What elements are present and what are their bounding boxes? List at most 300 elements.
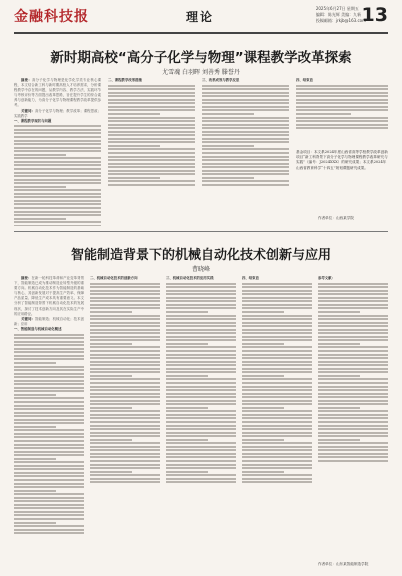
text-line xyxy=(14,143,101,145)
section-heading: 四、结束语 xyxy=(296,78,313,82)
text-line xyxy=(166,435,236,437)
text-line xyxy=(242,414,312,416)
text-line xyxy=(14,408,84,410)
text-line xyxy=(90,364,160,366)
text-line xyxy=(166,375,208,377)
text-line xyxy=(14,514,84,516)
text-line xyxy=(14,412,84,414)
text-line xyxy=(14,518,84,520)
text-line xyxy=(296,109,388,111)
text-line xyxy=(14,419,84,421)
text-line xyxy=(202,95,289,97)
text-line xyxy=(242,293,312,295)
text-line xyxy=(202,173,289,175)
text-line xyxy=(318,357,388,359)
text-line xyxy=(202,141,289,143)
text-line xyxy=(166,478,236,480)
text-line xyxy=(108,131,195,133)
text-line xyxy=(318,446,388,448)
text-line xyxy=(166,283,236,285)
text-line xyxy=(14,348,84,350)
text-line xyxy=(14,479,84,481)
text-line xyxy=(14,380,84,382)
text-line xyxy=(14,532,84,534)
text-line xyxy=(90,471,132,473)
text-line xyxy=(242,474,312,476)
text-line xyxy=(90,400,160,402)
text-line xyxy=(90,307,160,309)
text-line xyxy=(90,382,160,384)
text-line xyxy=(90,396,160,398)
text-line xyxy=(14,225,101,226)
text-line xyxy=(242,478,312,480)
text-line xyxy=(242,371,312,373)
text-line xyxy=(90,350,160,352)
text-line xyxy=(318,329,388,331)
text-line xyxy=(166,357,236,359)
text-line xyxy=(318,389,388,391)
text-line xyxy=(202,156,289,158)
text-line xyxy=(14,397,84,399)
text-line xyxy=(108,159,195,161)
text-line xyxy=(242,449,312,451)
text-line xyxy=(14,504,84,506)
text-line xyxy=(14,341,84,343)
section-heading: 二、课程教学改革措施 xyxy=(108,78,142,82)
text-line xyxy=(14,394,56,396)
text-line xyxy=(202,131,289,133)
text-line xyxy=(166,339,236,341)
text-line xyxy=(14,465,84,467)
text-line xyxy=(318,432,388,434)
article2-column-2 xyxy=(90,276,160,568)
text-line xyxy=(14,522,56,524)
text-line xyxy=(166,389,236,391)
text-line xyxy=(14,433,84,435)
text-line xyxy=(166,368,236,370)
text-line xyxy=(318,375,360,377)
text-line xyxy=(202,124,289,126)
text-line xyxy=(108,113,160,115)
text-line xyxy=(14,147,101,149)
text-line xyxy=(242,332,312,334)
issue-meta xyxy=(316,6,366,24)
text-line xyxy=(242,442,312,444)
text-line xyxy=(202,180,289,182)
text-line xyxy=(242,300,312,302)
article1-column-2 xyxy=(108,78,195,226)
text-line xyxy=(296,124,388,126)
text-line xyxy=(90,371,160,373)
text-line xyxy=(90,456,160,458)
text-line xyxy=(90,300,160,302)
text-line xyxy=(242,400,312,402)
text-line xyxy=(318,318,388,320)
page-number: 13 xyxy=(361,4,388,26)
article2-authors: 曹晓峰 xyxy=(191,266,210,273)
text-line xyxy=(14,193,101,195)
text-line xyxy=(14,125,101,127)
section-heading: 四、结束语 xyxy=(242,276,259,280)
text-line xyxy=(202,99,289,101)
text-line xyxy=(242,315,312,317)
text-line xyxy=(108,85,195,87)
text-line xyxy=(90,368,160,370)
text-line xyxy=(90,464,160,466)
text-line xyxy=(318,300,388,302)
text-line xyxy=(14,200,101,202)
text-line xyxy=(90,435,160,437)
text-line xyxy=(318,449,388,451)
text-line xyxy=(202,163,289,165)
text-line xyxy=(90,410,160,412)
text-line xyxy=(166,364,236,366)
text-line xyxy=(14,383,84,385)
text-line xyxy=(14,458,56,460)
text-line xyxy=(14,351,84,353)
text-line xyxy=(14,358,84,360)
text-line xyxy=(108,117,195,119)
text-line xyxy=(242,428,312,430)
text-line xyxy=(14,211,101,213)
text-line xyxy=(14,182,101,184)
text-line xyxy=(108,156,195,158)
text-line xyxy=(242,467,312,469)
text-line xyxy=(318,364,388,366)
text-line xyxy=(202,117,289,119)
text-line xyxy=(90,293,160,295)
section-title: 理论 xyxy=(186,10,215,24)
text-line xyxy=(90,432,160,434)
text-line xyxy=(166,304,236,306)
text-line xyxy=(108,109,195,111)
text-line xyxy=(14,207,101,209)
text-line xyxy=(14,186,66,188)
text-line xyxy=(166,428,236,430)
text-line xyxy=(166,325,236,327)
text-line xyxy=(242,425,312,427)
text-line xyxy=(202,166,289,168)
text-line xyxy=(166,456,236,458)
header-rule xyxy=(14,32,388,34)
section-heading: 二、机械自动化技术的创新方向 xyxy=(90,276,138,280)
text-line xyxy=(318,311,360,313)
text-line xyxy=(90,386,160,388)
text-line xyxy=(318,307,388,309)
text-line xyxy=(202,127,289,129)
text-line xyxy=(318,346,388,348)
text-line xyxy=(90,286,160,288)
article1-author-unit: 作者单位：山西某学院 xyxy=(318,216,354,220)
text-line xyxy=(202,92,289,94)
text-line xyxy=(242,456,312,458)
text-line xyxy=(14,529,84,531)
text-line xyxy=(166,467,236,469)
text-line xyxy=(14,221,101,223)
text-line xyxy=(242,407,284,409)
text-line xyxy=(14,444,84,446)
article2-column-3 xyxy=(166,276,236,568)
text-line xyxy=(318,382,388,384)
text-line xyxy=(318,456,388,458)
text-line xyxy=(90,467,160,469)
text-line xyxy=(166,371,236,373)
text-line xyxy=(14,344,84,346)
text-line xyxy=(318,439,360,441)
text-line xyxy=(14,461,84,463)
text-line xyxy=(202,177,254,179)
text-line xyxy=(318,368,388,370)
text-line xyxy=(14,472,84,474)
text-line xyxy=(108,170,195,172)
text-line xyxy=(242,435,312,437)
text-line xyxy=(166,410,236,412)
text-line xyxy=(166,300,236,302)
text-line xyxy=(14,405,84,407)
text-line xyxy=(90,389,160,391)
article2-author-unit: 作者单位：山东某智能制造学院 xyxy=(318,562,369,566)
text-line xyxy=(166,393,236,395)
text-line xyxy=(318,403,388,405)
text-line xyxy=(90,449,160,451)
text-line xyxy=(14,483,84,485)
text-line xyxy=(202,85,289,87)
text-line xyxy=(202,120,289,122)
text-line xyxy=(108,106,195,108)
text-line xyxy=(108,95,195,97)
text-line xyxy=(14,362,56,364)
text-line xyxy=(14,451,84,453)
text-line xyxy=(242,297,312,299)
text-line xyxy=(318,297,388,299)
text-line xyxy=(90,304,160,306)
text-line xyxy=(14,214,101,216)
text-line xyxy=(90,414,160,416)
text-line xyxy=(318,361,388,363)
text-line xyxy=(318,417,388,419)
text-line xyxy=(14,175,101,177)
text-line xyxy=(242,464,312,466)
text-line xyxy=(166,460,236,462)
text-line xyxy=(242,357,312,359)
text-line xyxy=(108,99,195,101)
text-line xyxy=(318,378,388,380)
text-line xyxy=(90,332,160,334)
text-line xyxy=(14,426,56,428)
text-line xyxy=(166,361,236,363)
text-line xyxy=(166,343,208,345)
text-line xyxy=(318,343,360,345)
text-line xyxy=(166,336,236,338)
text-line xyxy=(242,339,312,341)
text-line xyxy=(318,322,388,324)
text-line xyxy=(296,106,388,108)
text-line xyxy=(14,369,84,371)
text-line xyxy=(242,403,312,405)
text-line xyxy=(166,315,236,317)
text-line xyxy=(242,439,284,441)
text-line xyxy=(296,117,388,119)
text-line xyxy=(90,375,132,377)
text-line xyxy=(90,428,160,430)
text-line xyxy=(166,400,236,402)
text-line xyxy=(166,293,236,295)
text-line xyxy=(90,346,160,348)
text-line xyxy=(90,478,160,480)
text-line xyxy=(166,382,236,384)
text-line xyxy=(14,154,66,156)
text-line xyxy=(242,343,284,345)
text-line xyxy=(166,453,236,455)
text-line xyxy=(202,109,289,111)
text-line xyxy=(108,177,160,179)
text-line xyxy=(202,152,289,154)
text-line xyxy=(242,375,284,377)
text-line xyxy=(242,471,284,473)
text-line xyxy=(166,449,236,451)
text-line xyxy=(166,471,208,473)
text-line xyxy=(166,474,236,476)
text-line xyxy=(166,286,236,288)
article1-fund-note: 基金项目：本文系2024年度山西省高等学校教学改革创新项目“新工科背景下高分子化学与物理课程教学改革研究与实践”（编号：J2024XXX）的研究成果；本文系2024年山西省教育科学“十四五”规划课题研究成果。 xyxy=(296,150,388,170)
text-line xyxy=(166,442,236,444)
text-line xyxy=(166,386,236,388)
text-line xyxy=(242,361,312,363)
text-line xyxy=(14,189,101,191)
text-line xyxy=(318,286,388,288)
text-line xyxy=(242,389,312,391)
text-line xyxy=(242,378,312,380)
text-line xyxy=(14,401,84,403)
text-line xyxy=(318,332,388,334)
text-line xyxy=(166,318,236,320)
text-line xyxy=(14,136,101,138)
text-line xyxy=(108,102,195,104)
article1-title: 新时期高校“高分子化学与物理”课程教学改革探索 xyxy=(50,50,352,66)
text-line xyxy=(166,414,236,416)
text-line xyxy=(242,354,312,356)
text-line xyxy=(166,332,236,334)
text-line xyxy=(242,421,312,423)
text-line xyxy=(242,350,312,352)
text-line xyxy=(14,454,84,456)
text-line xyxy=(14,500,84,502)
text-line xyxy=(242,396,312,398)
text-line xyxy=(90,283,160,285)
text-line xyxy=(90,290,160,292)
text-line xyxy=(14,355,84,357)
text-line xyxy=(242,322,312,324)
text-line xyxy=(318,414,388,416)
article1-authors: 尤雪魂 白羽晖 刘善秀 滕誉丹 xyxy=(162,69,240,76)
text-line xyxy=(14,447,84,449)
text-line xyxy=(14,179,101,181)
text-line xyxy=(90,393,160,395)
text-line xyxy=(14,422,84,424)
text-line xyxy=(108,166,195,168)
text-line xyxy=(166,350,236,352)
text-line xyxy=(166,354,236,356)
text-line xyxy=(242,311,284,313)
text-line xyxy=(318,283,388,285)
text-line xyxy=(202,134,289,136)
text-line xyxy=(166,425,236,427)
text-line xyxy=(296,99,388,101)
text-line xyxy=(242,329,312,331)
text-line xyxy=(108,184,195,186)
article2-column-1: 摘要：在新一轮科技革命和产业变革背景下，智能制造已成为推动制造业转型升级的重要方向。机械自动化技术作为智能制造的基础与核心，其创新发展对于提高生产效率、保障产品质量、降低生产成本具有重要意义。本文分析了智能制造背景下机械自动化技术的发展现状，探讨了技术创新方向及其在实际生产中的应用路径。 关键词：智能制造；机械自动化；技术创新；应用 一、智能制造与机械自动化概述 xyxy=(14,276,84,568)
text-line xyxy=(14,161,101,163)
text-line xyxy=(202,138,289,140)
text-line xyxy=(166,432,236,434)
text-line xyxy=(14,468,84,470)
text-line xyxy=(14,150,101,152)
article2-abstract: 在新一轮科技革命和产业变革背景下，智能制造已成为推动制造业转型升级的重要方向。机械自动化技术作为智能制造的基础与核心，其创新发展对于提高生产效率、保障产品质量、降低生产成本具有重要意义。本文分析了智能制造背景下机械自动化技术的发展现状，探讨了技术创新方向及其在实际生产中的应用路径。 xyxy=(14,276,84,316)
masthead xyxy=(0,0,402,32)
text-line xyxy=(242,307,312,309)
text-line xyxy=(242,286,312,288)
text-line xyxy=(318,354,388,356)
text-line xyxy=(318,442,388,444)
text-line xyxy=(318,393,388,395)
text-line xyxy=(90,407,132,409)
text-line xyxy=(14,168,101,170)
text-line xyxy=(318,410,388,412)
text-line xyxy=(14,429,84,431)
text-line xyxy=(242,346,312,348)
text-line xyxy=(242,364,312,366)
text-line xyxy=(90,474,160,476)
text-line xyxy=(318,421,388,423)
text-line xyxy=(90,460,160,462)
text-line xyxy=(108,148,195,150)
section-heading: 一、课程教学现状与问题 xyxy=(14,118,52,123)
text-line xyxy=(296,95,388,97)
text-line xyxy=(318,325,388,327)
text-line xyxy=(90,354,160,356)
text-line xyxy=(14,140,101,142)
text-line xyxy=(296,113,351,115)
text-line xyxy=(90,453,160,455)
text-line xyxy=(318,425,388,427)
text-line xyxy=(90,322,160,324)
text-line xyxy=(166,464,236,466)
text-line xyxy=(166,311,208,313)
text-line xyxy=(242,304,312,306)
text-line xyxy=(296,88,388,90)
text-line xyxy=(14,387,84,389)
text-line xyxy=(166,481,236,483)
text-line xyxy=(202,102,289,104)
text-line xyxy=(242,453,312,455)
text-line xyxy=(14,497,84,499)
text-line xyxy=(90,378,160,380)
text-line xyxy=(202,170,289,172)
text-line xyxy=(90,446,160,448)
text-line xyxy=(90,421,160,423)
text-line xyxy=(90,336,160,338)
text-line xyxy=(318,460,388,462)
text-line xyxy=(242,318,312,320)
text-line xyxy=(318,407,360,409)
text-line xyxy=(90,315,160,317)
text-line xyxy=(242,283,312,285)
section-heading: 三、改革成效与教学反思 xyxy=(202,78,240,82)
text-line xyxy=(242,382,312,384)
article1-column-4 xyxy=(296,78,388,148)
text-line xyxy=(108,152,195,154)
text-line xyxy=(90,329,160,331)
